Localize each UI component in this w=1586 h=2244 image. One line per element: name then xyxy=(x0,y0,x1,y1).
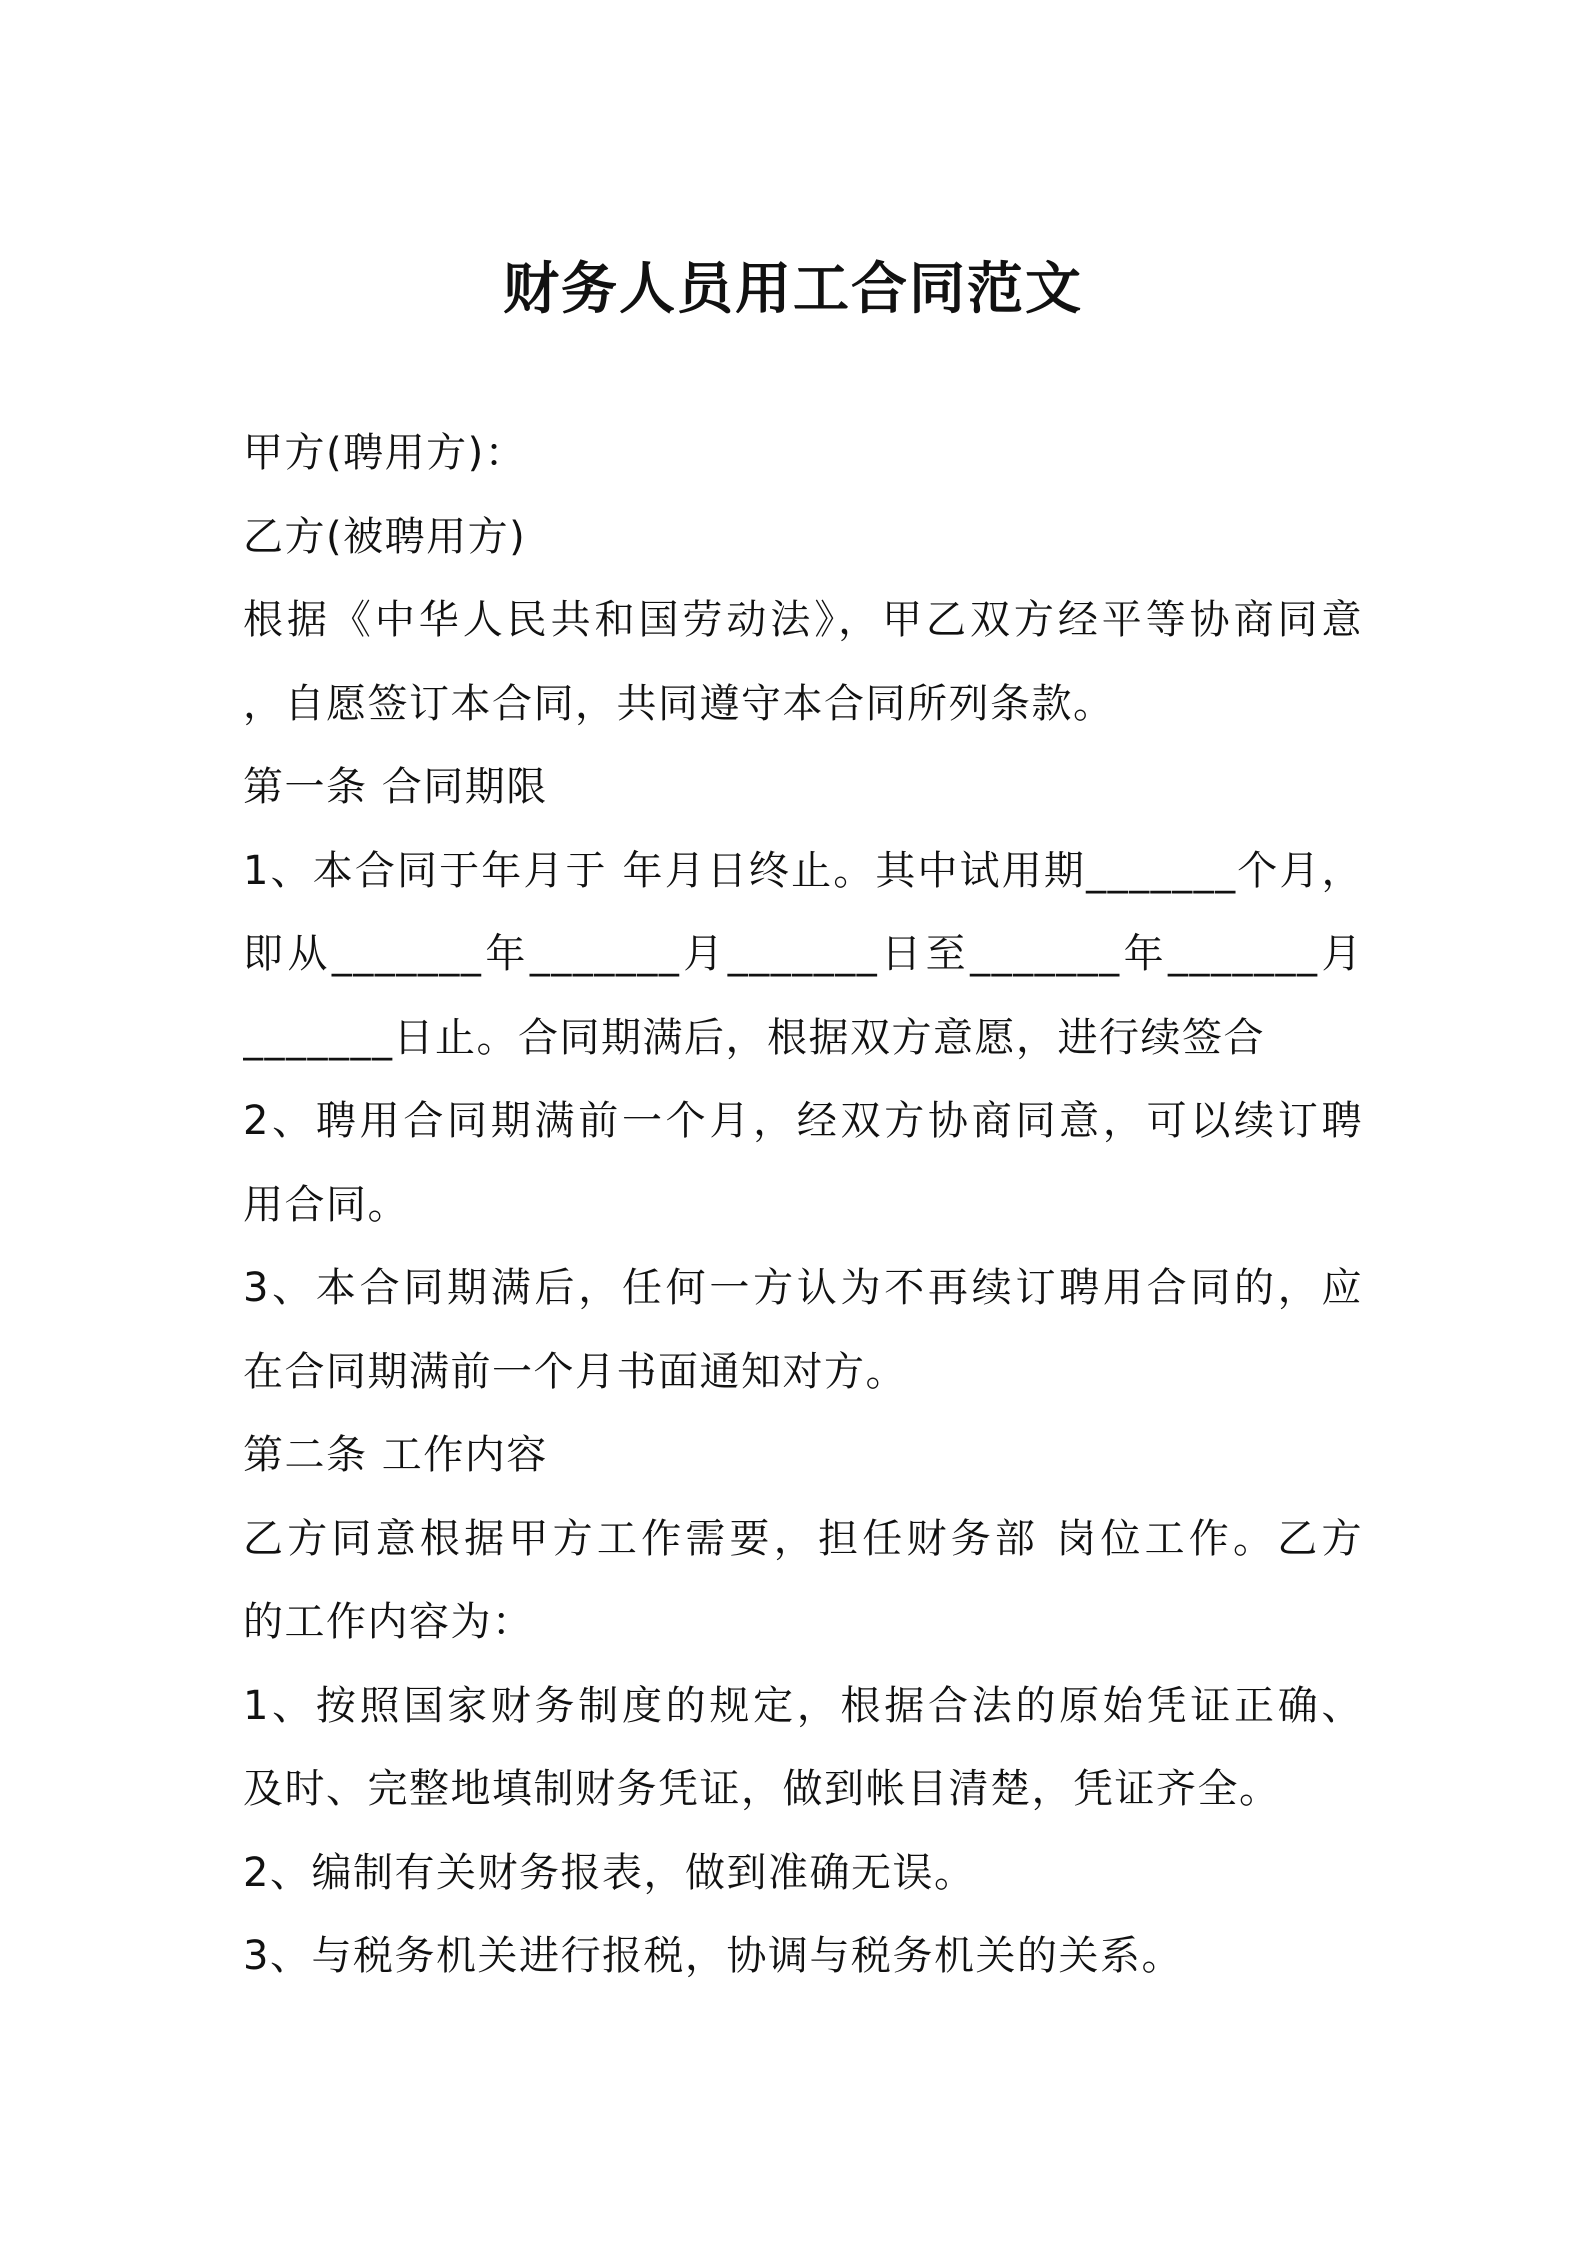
clause-line: 用合同。 xyxy=(243,1181,409,1228)
clause-line: 1、本合同于年月于 年月日终止。其中试用期_______个月， xyxy=(243,847,1363,894)
party-a-line: 甲方(聘用方)： xyxy=(243,430,527,476)
document-title: 财务人员用工合同范文 xyxy=(503,257,1083,322)
clause-line: 乙方同意根据甲方工作需要，担任财务部 岗位工作。乙方 xyxy=(243,1515,1363,1562)
clause-line: 2、编制有关财务报表，做到准确无误。 xyxy=(243,1849,976,1896)
document-body xyxy=(243,412,1363,1999)
clause-line: 即从_______年_______月_______日至_______年_______月 xyxy=(243,931,1363,977)
clause-line: 3、与税务机关进行报税，协调与税务机关的关系。 xyxy=(243,1933,1183,1979)
clause-line: 在合同期满前一个月书面通知对方。 xyxy=(243,1348,907,1395)
clause-line: 的工作内容为： xyxy=(243,1599,534,1645)
preamble-line: 根据《中华人民共和国劳动法》，甲乙双方经平等协商同意 xyxy=(243,597,1363,643)
clause-line: 3、本合同期满后，任何一方认为不再续订聘用合同的，应 xyxy=(243,1265,1363,1311)
clause-line: _______日止。合同期满后，根据双方意愿，进行续签合 xyxy=(243,1014,1265,1061)
clause-line: 2、聘用合同期满前一个月，经双方协商同意，可以续订聘 xyxy=(243,1098,1363,1144)
article-heading: 第一条 合同期限 xyxy=(243,764,548,810)
article-heading: 第二条 工作内容 xyxy=(243,1432,548,1478)
clause-line: 及时、完整地填制财务凭证，做到帐目清楚，凭证齐全。 xyxy=(243,1766,1281,1812)
clause-line: 1、按照国家财务制度的规定，根据合法的原始凭证正确、 xyxy=(243,1682,1363,1729)
preamble-line: ，自愿签订本合同，共同遵守本合同所列条款。 xyxy=(243,680,1115,727)
party-b-line: 乙方(被聘用方) xyxy=(243,513,527,560)
